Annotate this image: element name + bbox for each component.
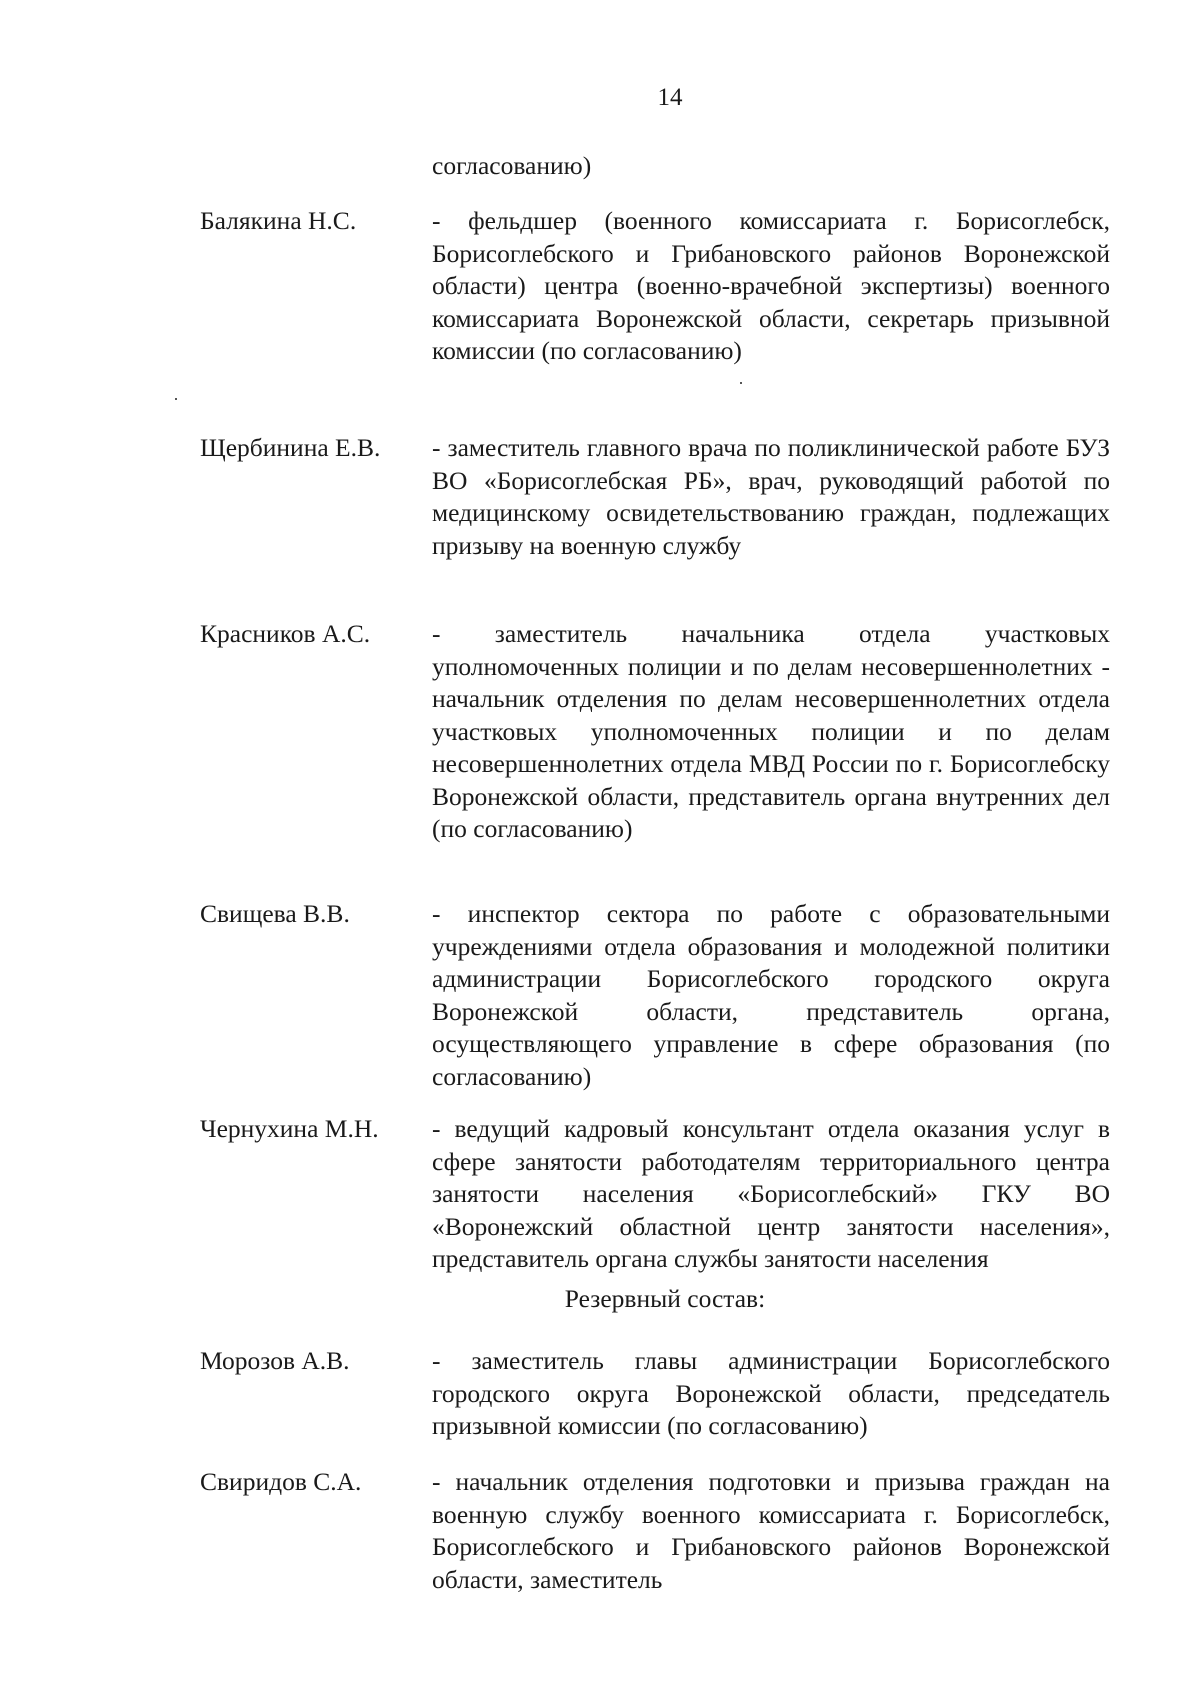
member-name: Свиридов С.А. — [200, 1467, 362, 1496]
page-number: 14 — [657, 84, 683, 111]
member-name: Балякина Н.С. — [200, 206, 357, 235]
member-name: Свищева В.В. — [200, 899, 350, 928]
member-name: Морозов А.В. — [200, 1346, 350, 1375]
member-name: Красников А.С. — [200, 619, 371, 648]
member-description: - заместитель начальника отдела участковых уполномоченных полиции и по делам несовершеннолетних - начальник отделения по делам несовершеннолетних отдела участковых уполномоченных полиции и по делам несовершеннолетних отдела МВД России по г. Борисоглебску Воронежской области, представитель органа внутренних дел (по согласованию) — [432, 619, 1110, 843]
scan-speck — [740, 382, 742, 384]
reserve-heading: Резервный состав: — [564, 1284, 766, 1313]
member-description: - фельдшер (военного комиссариата г. Борисоглебск, Борисоглебского и Грибановского районов Воронежской области) центра (военно-врачебной экспертизы) военного комиссариата Воронежской области, секретарь призывной комиссии (по согласованию) — [432, 206, 1110, 365]
member-description: - ведущий кадровый консультант отдела оказания услуг в сфере занятости работодателям территориального центра занятости населения «Борисоглебский» ГКУ ВО «Воронежский областной центр занятости населения», представитель органа службы занятости населения — [432, 1114, 1110, 1273]
member-description: - заместитель главы администрации Борисоглебского городского округа Воронежской области, председатель призывной комиссии (по согласованию) — [432, 1346, 1110, 1440]
member-name: Щербинина Е.В. — [200, 433, 381, 462]
member-name: Чернухина М.Н. — [200, 1114, 379, 1143]
scan-speck — [175, 398, 177, 400]
continuation-text: согласованию) — [432, 151, 592, 180]
member-description: - инспектор сектора по работе с образовательными учреждениями отдела образования и молодежной политики администрации Борисоглебского городского округа Воронежской области, представитель органа, осуществляющего управление в сфере образования (по согласованию) — [432, 899, 1110, 1091]
member-description: - заместитель главного врача по поликлинической работе БУЗ ВО «Борисоглебская РБ», врач, руководящий работой по медицинскому освидетельствованию граждан, подлежащих призыву на военную службу — [432, 433, 1110, 560]
member-description: - начальник отделения подготовки и призыва граждан на военную службу военного комиссариата г. Борисоглебск, Борисоглебского и Грибановского районов Воронежской области, заместитель — [432, 1467, 1110, 1594]
